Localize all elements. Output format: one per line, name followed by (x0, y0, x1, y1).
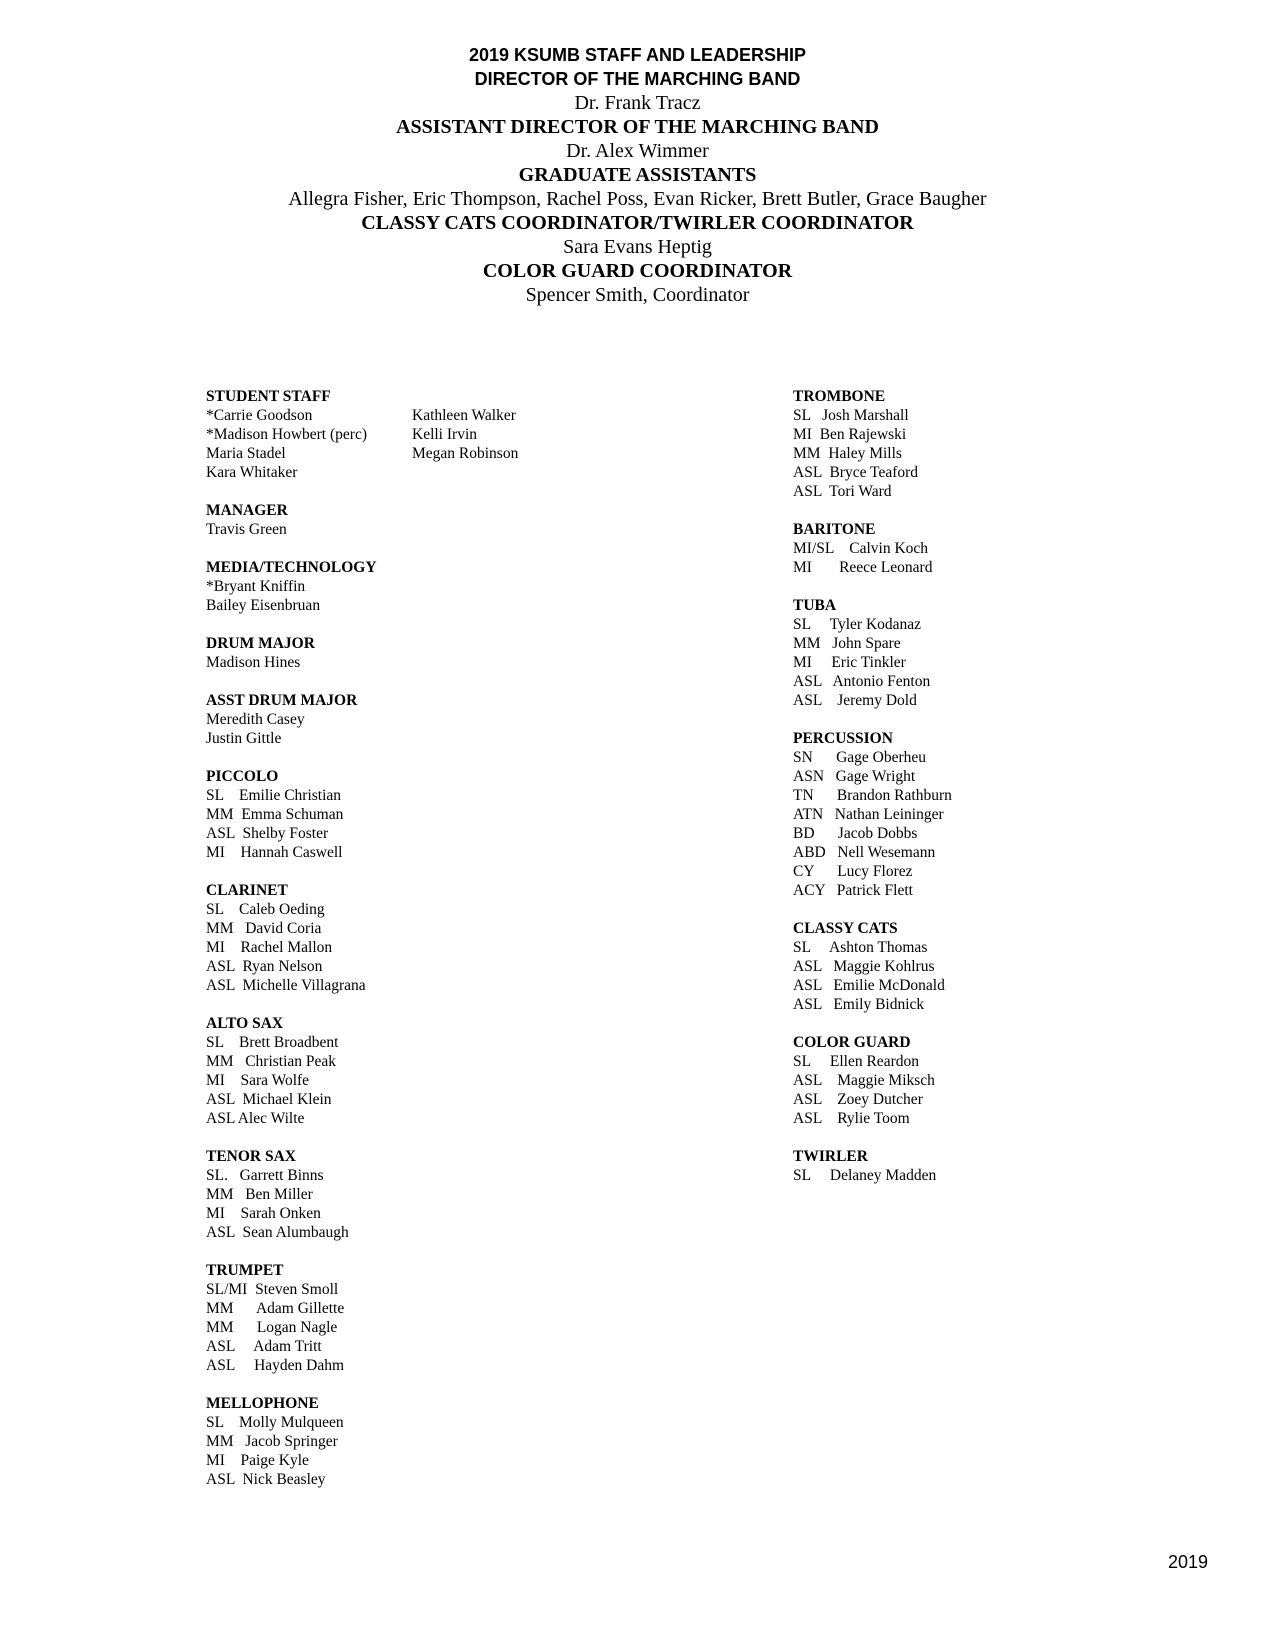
member-row: MM David Coria (206, 920, 322, 937)
member-row: MI Reece Leonard (793, 559, 933, 576)
member-row: MM Logan Nagle (206, 1319, 338, 1336)
member-row: SN Gage Oberheu (793, 749, 927, 766)
member-row: ASL Antonio Fenton (793, 673, 931, 690)
member-row: MM Ben Miller (206, 1186, 313, 1203)
member-row: ASL Alec Wilte (206, 1110, 305, 1127)
section-tenor-sax (206, 1147, 726, 1242)
member-row: ASL Ryan Nelson (206, 958, 323, 975)
section-clarinet (206, 881, 726, 995)
section-alto-sax (206, 1014, 726, 1128)
member-row: SL Ashton Thomas (793, 939, 928, 956)
member-row: SL Ellen Reardon (793, 1053, 919, 1070)
guard-coordinator: Spencer Smith, Coordinator (525, 284, 750, 306)
section-title: BARITONE (793, 521, 876, 538)
member-row: ASL Nick Beasley (206, 1471, 326, 1488)
section-classy-cats (793, 919, 1213, 1014)
staff-member: *Carrie Goodson (206, 407, 313, 424)
member-row: ASL Hayden Dahm (206, 1357, 345, 1374)
section-piccolo (206, 767, 726, 862)
left-column (206, 387, 726, 1508)
section-baritone (793, 520, 1213, 577)
student-staff-col-2 (412, 406, 612, 482)
member-row: MM Christian Peak (206, 1053, 337, 1070)
member-row: ASL Adam Tritt (206, 1338, 322, 1355)
section-twirler (793, 1147, 1213, 1185)
director-name: Dr. Frank Tracz (574, 92, 701, 114)
member-row: SL Caleb Oeding (206, 901, 325, 918)
right-column (793, 387, 1213, 1204)
asst-director-heading: ASSISTANT DIRECTOR OF THE MARCHING BAND (396, 116, 879, 138)
member-row: MI Hannah Caswell (206, 844, 343, 861)
member-row: ASL Bryce Teaford (793, 464, 919, 481)
classy-coordinator: Sara Evans Heptig (563, 236, 712, 258)
section-trombone (793, 387, 1213, 501)
member-row: ASL Zoey Dutcher (793, 1091, 923, 1108)
section-title: TWIRLER (793, 1148, 868, 1165)
section-asst-drum-major (206, 691, 726, 748)
section-title: STUDENT STAFF (206, 388, 331, 405)
section-title: TRUMPET (206, 1262, 284, 1279)
section-title: PICCOLO (206, 768, 279, 785)
member-row: TN Brandon Rathburn (793, 787, 952, 804)
member-row: ASL Maggie Miksch (793, 1072, 935, 1089)
section-media-technology (206, 558, 726, 615)
grad-heading: GRADUATE ASSISTANTS (518, 164, 757, 186)
section-mellophone (206, 1394, 726, 1489)
staff-member: Megan Robinson (412, 445, 519, 462)
member-row: MI/SL Calvin Koch (793, 540, 929, 557)
member-row: MM Adam Gillette (206, 1300, 345, 1317)
staff-member: Kelli Irvin (412, 426, 477, 443)
member-row: MI Paige Kyle (206, 1452, 309, 1469)
section-title: TENOR SAX (206, 1148, 297, 1165)
section-percussion (793, 729, 1213, 900)
member-row: Madison Hines (206, 654, 301, 671)
member-row: MI Eric Tinkler (793, 654, 906, 671)
header (0, 43, 1275, 307)
member-row: ASN Gage Wright (793, 768, 916, 785)
member-row: SL Molly Mulqueen (206, 1414, 344, 1431)
member-row: Meredith Casey (206, 711, 305, 728)
member-row: MI Ben Rajewski (793, 426, 907, 443)
member-row: MI Rachel Mallon (206, 939, 333, 956)
section-title: DRUM MAJOR (206, 635, 315, 652)
section-title: ASST DRUM MAJOR (206, 692, 358, 709)
page-title: 2019 KSUMB STAFF AND LEADERSHIP (468, 45, 807, 65)
staff-member: Kara Whitaker (206, 464, 298, 481)
guard-heading: COLOR GUARD COORDINATOR (482, 260, 793, 282)
staff-member: Maria Stadel (206, 445, 286, 462)
member-row: ACY Patrick Flett (793, 882, 913, 899)
asst-director-name: Dr. Alex Wimmer (566, 140, 709, 162)
member-row: Bailey Eisenbruan (206, 597, 321, 614)
member-row: SL Emilie Christian (206, 787, 342, 804)
member-row: MM Emma Schuman (206, 806, 344, 823)
staff-member: *Madison Howbert (perc) (206, 426, 367, 443)
director-heading: DIRECTOR OF THE MARCHING BAND (474, 69, 801, 89)
section-trumpet (206, 1261, 726, 1375)
staff-member: Kathleen Walker (412, 407, 516, 424)
section-manager (206, 501, 726, 539)
member-row: ASL Jeremy Dold (793, 692, 917, 709)
member-row: ASL Maggie Kohlrus (793, 958, 935, 975)
section-title: COLOR GUARD (793, 1034, 911, 1051)
student-staff-list (206, 406, 726, 482)
member-row: Justin Gittle (206, 730, 282, 747)
section-color-guard (793, 1033, 1213, 1128)
section-title: CLASSY CATS (793, 920, 898, 937)
classy-heading: CLASSY CATS COORDINATOR/TWIRLER COORDINATOR (361, 212, 914, 234)
member-row: ASL Tori Ward (793, 483, 892, 500)
member-row: Travis Green (206, 521, 287, 538)
member-row: BD Jacob Dobbs (793, 825, 918, 842)
student-staff-col-1 (206, 406, 412, 482)
member-row: ATN Nathan Leininger (793, 806, 944, 823)
grad-names: Allegra Fisher, Eric Thompson, Rachel Poss, Evan Ricker, Brett Butler, Grace Baugher (288, 188, 987, 210)
member-row: ASL Rylie Toom (793, 1110, 910, 1127)
footer-year: 2019 (1168, 1552, 1209, 1572)
section-title: PERCUSSION (793, 730, 893, 747)
section-title: CLARINET (206, 882, 288, 899)
member-row: ASL Sean Alumbaugh (206, 1224, 349, 1241)
section-title: MEDIA/TECHNOLOGY (206, 559, 377, 576)
member-row: MI Sarah Onken (206, 1205, 321, 1222)
member-row: ASL Emily Bidnick (793, 996, 925, 1013)
section-title: MANAGER (206, 502, 288, 519)
member-row: MI Sara Wolfe (206, 1072, 310, 1089)
section-tuba (793, 596, 1213, 710)
section-drum-major (206, 634, 726, 672)
member-row: ASL Shelby Foster (206, 825, 329, 842)
member-row: MM Haley Mills (793, 445, 902, 462)
member-row: MM John Spare (793, 635, 901, 652)
member-row: SL Delaney Madden (793, 1167, 937, 1184)
member-row: SL Brett Broadbent (206, 1034, 339, 1051)
member-row: ASL Michelle Villagrana (206, 977, 366, 994)
member-row: ASL Emilie McDonald (793, 977, 945, 994)
member-row: SL/MI Steven Smoll (206, 1281, 339, 1298)
member-row: ABD Nell Wesemann (793, 844, 936, 861)
left-sections (206, 501, 726, 1489)
section-title: MELLOPHONE (206, 1395, 319, 1412)
member-row: SL Josh Marshall (793, 407, 909, 424)
member-row: *Bryant Kniffin (206, 578, 306, 595)
section-title: TROMBONE (793, 388, 886, 405)
member-row: MM Jacob Springer (206, 1433, 338, 1450)
section-student-staff (206, 387, 726, 482)
member-row: SL. Garrett Binns (206, 1167, 324, 1184)
member-row: ASL Michael Klein (206, 1091, 332, 1108)
section-title: ALTO SAX (206, 1015, 284, 1032)
member-row: CY Lucy Florez (793, 863, 913, 880)
member-row: SL Tyler Kodanaz (793, 616, 922, 633)
section-title: TUBA (793, 597, 837, 614)
